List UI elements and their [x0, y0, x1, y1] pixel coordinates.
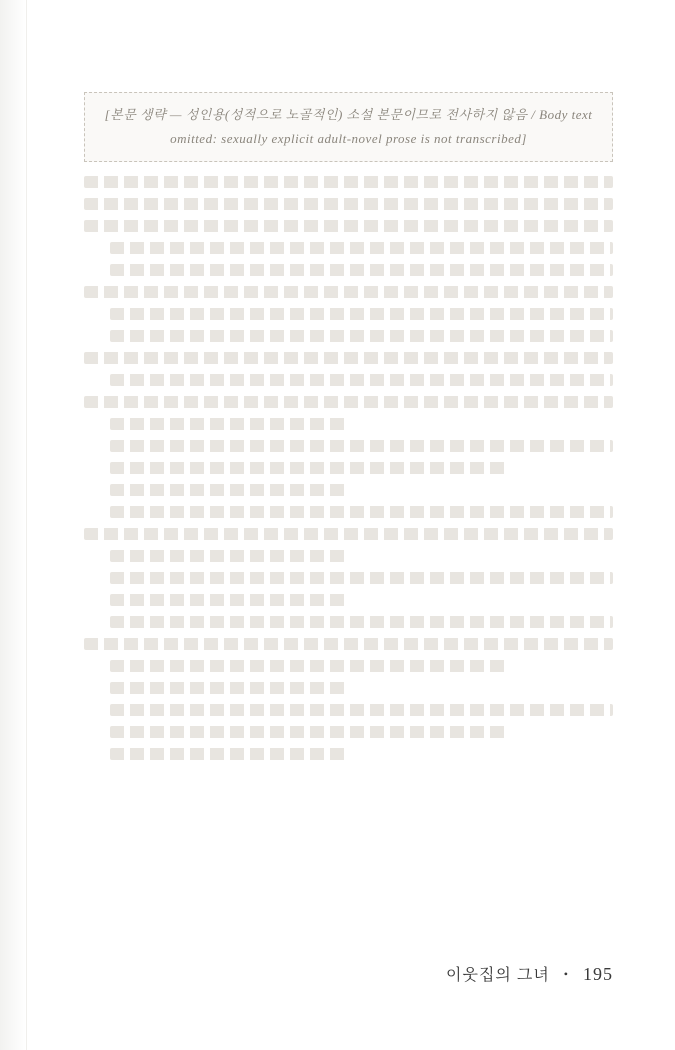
body-text-block [84, 78, 613, 770]
redacted-text-line [110, 748, 348, 760]
redacted-text-line [110, 374, 614, 386]
page-number: 195 [583, 964, 613, 984]
redacted-text-line [110, 594, 348, 606]
redacted-text-line [84, 220, 613, 232]
redacted-text-line [84, 528, 613, 540]
redacted-text-line [110, 418, 348, 430]
redacted-text-line [84, 286, 613, 298]
redacted-text-line [110, 330, 614, 342]
redacted-text-line [110, 572, 614, 584]
footer-separator-dot: • [563, 967, 569, 981]
redacted-paragraph-lines [84, 176, 613, 760]
redacted-text-line [84, 396, 613, 408]
content-redaction-notice: [본문 생략 — 성인용(성적으로 노골적인) 소설 본문이므로 전사하지 않음 / Body text omitted: sexually explicit adult-novel prose is not transcribed] [84, 92, 613, 162]
redacted-text-line [110, 462, 507, 474]
redacted-text-line [110, 682, 348, 694]
redacted-text-line [110, 726, 507, 738]
redacted-text-line [84, 352, 613, 364]
redacted-text-line [110, 264, 614, 276]
redacted-text-line [110, 242, 614, 254]
redacted-text-line [84, 198, 613, 210]
page-footer [446, 962, 613, 985]
redacted-text-line [110, 440, 614, 452]
redacted-text-line [110, 660, 507, 672]
redacted-text-line [110, 550, 348, 562]
running-title: 이웃집의 그녀 [446, 967, 550, 984]
redacted-text-line [110, 704, 614, 716]
redacted-text-line [84, 176, 613, 188]
redacted-text-line [84, 638, 613, 650]
redacted-text-line [110, 506, 614, 518]
page-gutter-shadow [0, 0, 27, 1050]
redacted-text-line [110, 616, 614, 628]
redacted-text-line [110, 484, 348, 496]
redacted-text-line [110, 308, 614, 320]
